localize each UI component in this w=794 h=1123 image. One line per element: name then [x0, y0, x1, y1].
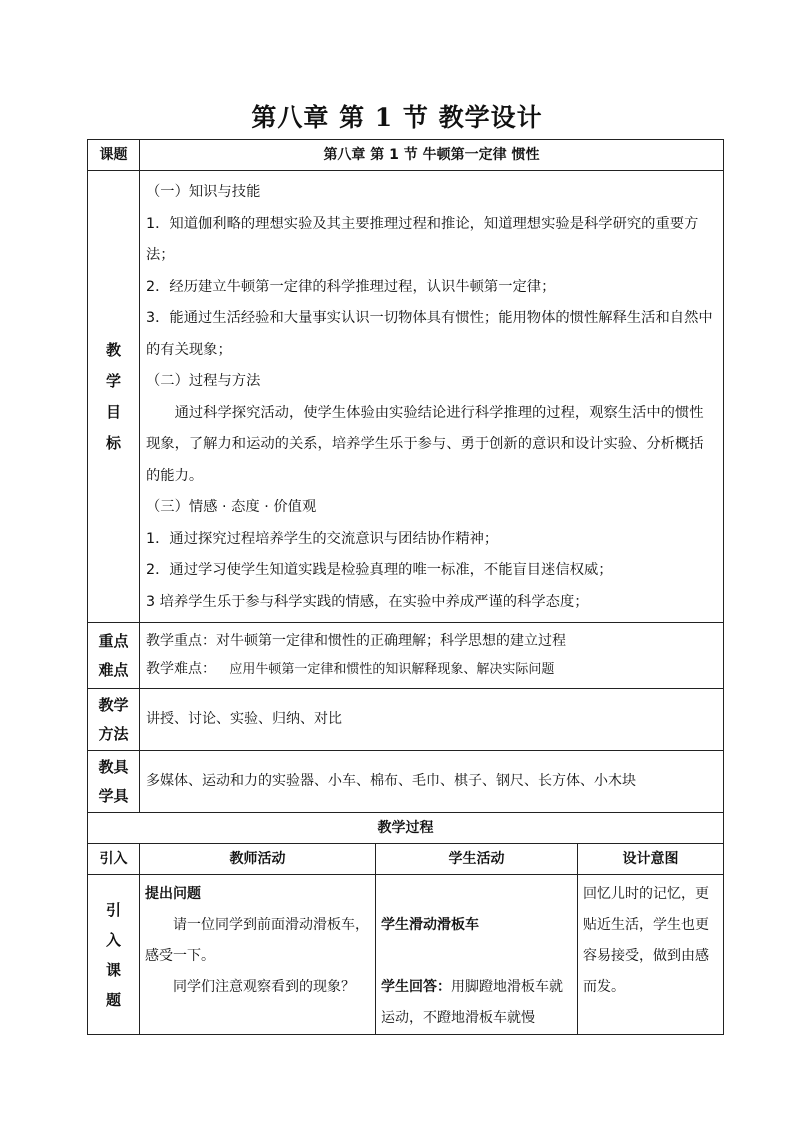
goals-item: 通过科学探究活动，使学生体验由实验结论进行科学推理的过程，观察生活中的惯性现象，了解力和运动的关系，培养学生乐于参与、勇于创新的意识和设计实验、分析概括的能力。 [146, 404, 704, 484]
intro-label-char: 引 [105, 900, 121, 919]
student-activity [376, 875, 578, 1035]
methods-label-cell [88, 689, 140, 751]
goals-item: 3 培养学生乐于参与科学实践的情感，在实验中养成严谨的科学态度； [146, 593, 589, 610]
key-points-content [140, 623, 724, 689]
intent-text: 回忆儿时的记忆，更贴近生活，学生也更容易接受，做到由感而发。 [583, 886, 709, 995]
student-spacer [381, 941, 572, 972]
tools-value: 多媒体、运动和力的实验器、小车、棉布、毛巾、棋子、钢尺、长方体、小木块 [140, 751, 724, 813]
intro-label-char: 入 [105, 930, 121, 949]
column-header-intro: 引入 [88, 844, 140, 875]
tools-label-line: 教具 [98, 757, 129, 776]
difficulty-value: 应用牛顿第一定律和惯性的知识解释现象、解决实际问题 [229, 662, 555, 677]
student-spacer [381, 879, 572, 910]
teacher-activity [140, 875, 376, 1035]
difficulty-label: 教学难点： [146, 661, 216, 677]
difficulty-text [146, 655, 717, 684]
tools-label-cell [88, 751, 140, 813]
goals-item: 3．能通过生活经验和大量事实认识一切物体具有惯性；能用物体的惯性解释生活和自然中的有关现象； [146, 310, 713, 358]
teacher-line: 请一位同学到前面滑动滑板车，感受一下。 [145, 917, 369, 964]
goals-label-char: 学 [105, 371, 121, 390]
topic-value: 第八章 第 1 节 牛顿第一定律 惯性 [140, 140, 724, 171]
goals-item: 2．通过学习使学生知道实践是检验真理的唯一标准，不能盲目迷信权威； [146, 562, 613, 578]
key-points-row [88, 623, 724, 689]
focus-text: 教学重点：对牛顿第一定律和惯性的正确理解；科学思想的建立过程 [146, 633, 566, 649]
methods-label-line: 教学 [98, 695, 129, 714]
process-columns-row [88, 844, 724, 875]
goals-item: 1．通过探究过程培养学生的交流意识与团结协作精神； [146, 530, 499, 547]
goals-label [104, 335, 124, 459]
key-points-label-line: 重点 [98, 631, 129, 650]
goals-item: （三）情感 · 态度 · 价值观 [146, 499, 317, 515]
goals-item: 1．知道伽利略的理想实验及其主要推理过程和推论，知道理想实验是科学研究的重要方法； [146, 215, 699, 263]
goals-content [140, 171, 724, 623]
key-points-label-cell [88, 623, 140, 689]
goals-row [88, 171, 724, 623]
goals-label-char: 标 [105, 433, 121, 452]
column-header-teacher: 教师活动 [140, 844, 376, 875]
methods-label-line: 方法 [98, 724, 129, 743]
key-points-label-line: 难点 [98, 660, 129, 679]
goals-item: （二）过程与方法 [146, 373, 261, 389]
methods-label [98, 691, 128, 749]
methods-row [88, 689, 724, 751]
student-answer-label: 学生回答： [381, 979, 451, 995]
column-header-student: 学生活动 [376, 844, 578, 875]
intro-label-char: 题 [105, 990, 121, 1009]
goals-label-cell [88, 171, 140, 623]
student-answer-text: 用脚蹬地滑板车就运动，不蹬地滑板车就慢 [381, 979, 563, 1026]
topic-row [88, 140, 724, 171]
column-header-intent: 设计意图 [578, 844, 724, 875]
topic-label: 课题 [88, 140, 140, 171]
goals-label-char: 教 [105, 340, 121, 359]
teacher-heading: 提出问题 [145, 886, 201, 902]
intro-label [104, 895, 124, 1015]
tools-row [88, 751, 724, 813]
goals-item: （一）知识与技能 [146, 184, 261, 200]
design-intent [578, 875, 724, 1035]
document-title: 第八章 第 1 节 教学设计 [251, 103, 543, 132]
teacher-line: 同学们注意观察看到的现象？ [173, 979, 355, 995]
intro-label-char: 课 [105, 960, 121, 979]
student-answer [381, 972, 572, 1034]
process-heading: 教学过程 [88, 813, 724, 844]
student-heading: 学生滑动滑板车 [381, 917, 479, 933]
intro-row [88, 875, 724, 1035]
goals-label-char: 目 [105, 402, 121, 421]
tools-label-line: 学具 [98, 786, 129, 805]
key-points-label [98, 627, 128, 685]
lesson-plan-table [87, 139, 724, 1035]
process-heading-row [88, 813, 724, 844]
tools-label [98, 753, 128, 811]
methods-value: 讲授、讨论、实验、归纳、对比 [140, 689, 724, 751]
goals-item: 2．经历建立牛顿第一定律的科学推理过程，认识牛顿第一定律； [146, 278, 556, 295]
intro-label-cell [88, 875, 140, 1035]
